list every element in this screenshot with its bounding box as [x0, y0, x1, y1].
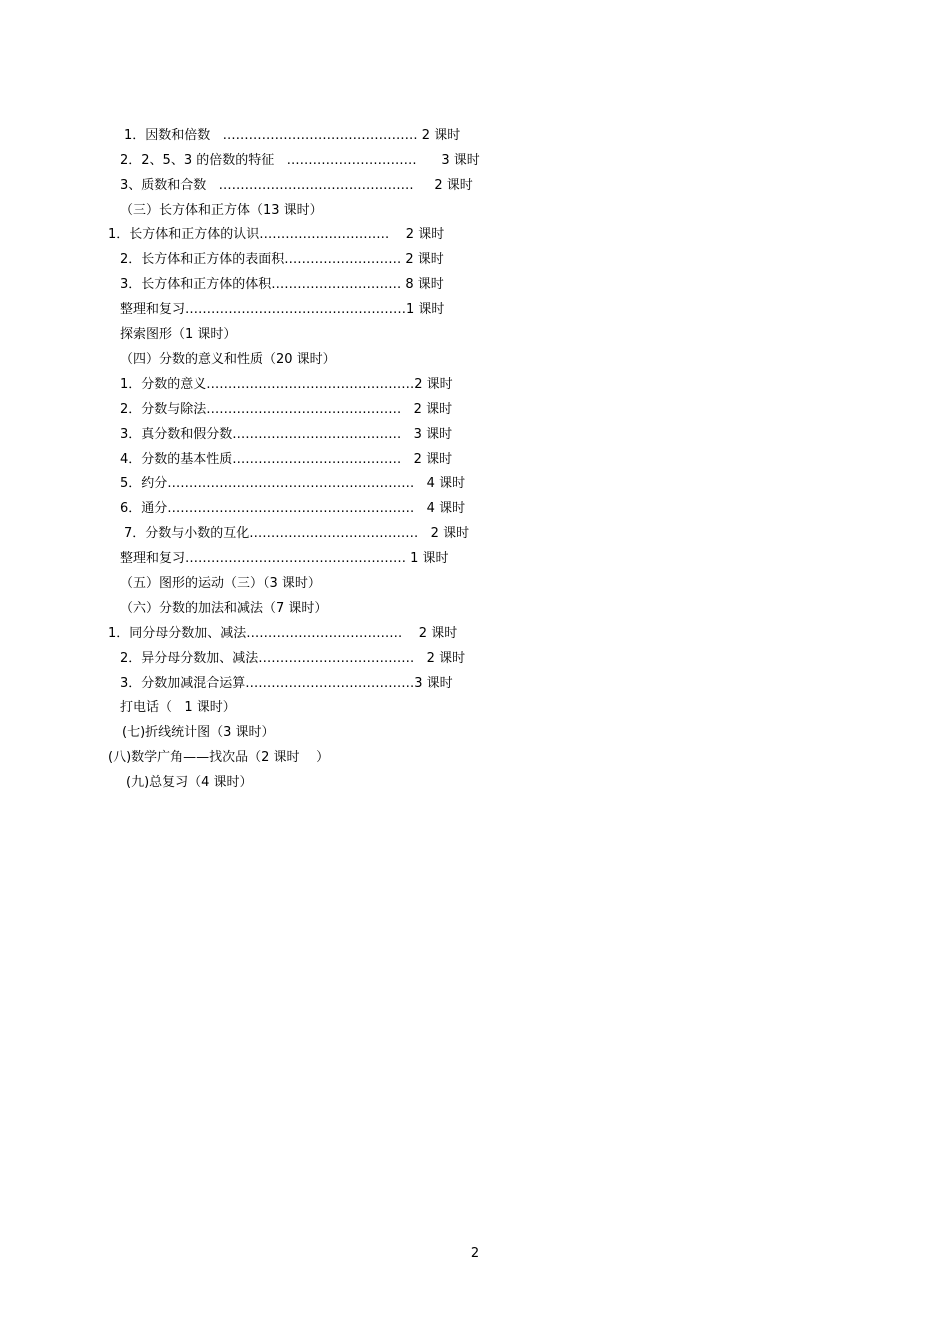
- toc-line-14: 4．分数的基本性质………………………………… 2 课时: [120, 452, 453, 467]
- toc-line-13: 3．真分数和假分数………………………………… 3 课时: [120, 427, 453, 442]
- toc-line-23: 3．分数加减混合运算…………………………………3 课时: [120, 676, 453, 691]
- section-heading-8: (八)数学广角——找次品（2 课时 ）: [108, 750, 330, 765]
- toc-line-18: 整理和复习…………………………………………… 1 课时: [120, 551, 449, 566]
- toc-line-7: 3．长方体和正方体的体积………………………… 8 课时: [120, 277, 444, 292]
- toc-line-3: 3、质数和合数 ……………………………………… 2 课时: [120, 178, 473, 193]
- section-heading-3: （三）长方体和正方体（13 课时）: [120, 203, 323, 218]
- section-heading-9: (九)总复习（4 课时）: [126, 775, 253, 790]
- section-heading-7: (七)折线统计图（3 课时）: [122, 725, 275, 740]
- toc-line-12: 2．分数与除法……………………………………… 2 课时: [120, 402, 453, 417]
- toc-line-21: 1．同分母分数加、减法……………………………… 2 课时: [108, 626, 458, 641]
- page-number: 2: [470, 1246, 480, 1261]
- toc-line-24: 打电话（ 1 课时）: [120, 700, 236, 715]
- toc-line-9: 探索图形（1 课时）: [120, 327, 237, 342]
- toc-line-15: 5．约分………………………………………………… 4 课时: [120, 476, 466, 491]
- section-heading-5: （五）图形的运动（三）（3 课时）: [120, 576, 321, 591]
- toc-line-1: 1．因数和倍数 ……………………………………… 2 课时: [124, 128, 461, 143]
- toc-line-5: 1．长方体和正方体的认识………………………… 2 课时: [108, 227, 445, 242]
- section-heading-4: （四）分数的意义和性质（20 课时）: [120, 352, 336, 367]
- toc-line-22: 2．异分母分数加、减法……………………………… 2 课时: [120, 651, 466, 666]
- section-heading-6: （六）分数的加法和减法（7 课时）: [120, 601, 328, 616]
- toc-line-16: 6．通分………………………………………………… 4 课时: [120, 501, 466, 516]
- toc-line-17: 7．分数与小数的互化………………………………… 2 课时: [124, 526, 470, 541]
- toc-line-6: 2．长方体和正方体的表面积……………………… 2 课时: [120, 252, 444, 267]
- toc-line-11: 1．分数的意义…………………………………………2 课时: [120, 377, 453, 392]
- toc-line-2: 2．2、5、3 的倍数的特征 ………………………… 3 课时: [120, 153, 480, 168]
- toc-line-8: 整理和复习……………………………………………1 课时: [120, 302, 445, 317]
